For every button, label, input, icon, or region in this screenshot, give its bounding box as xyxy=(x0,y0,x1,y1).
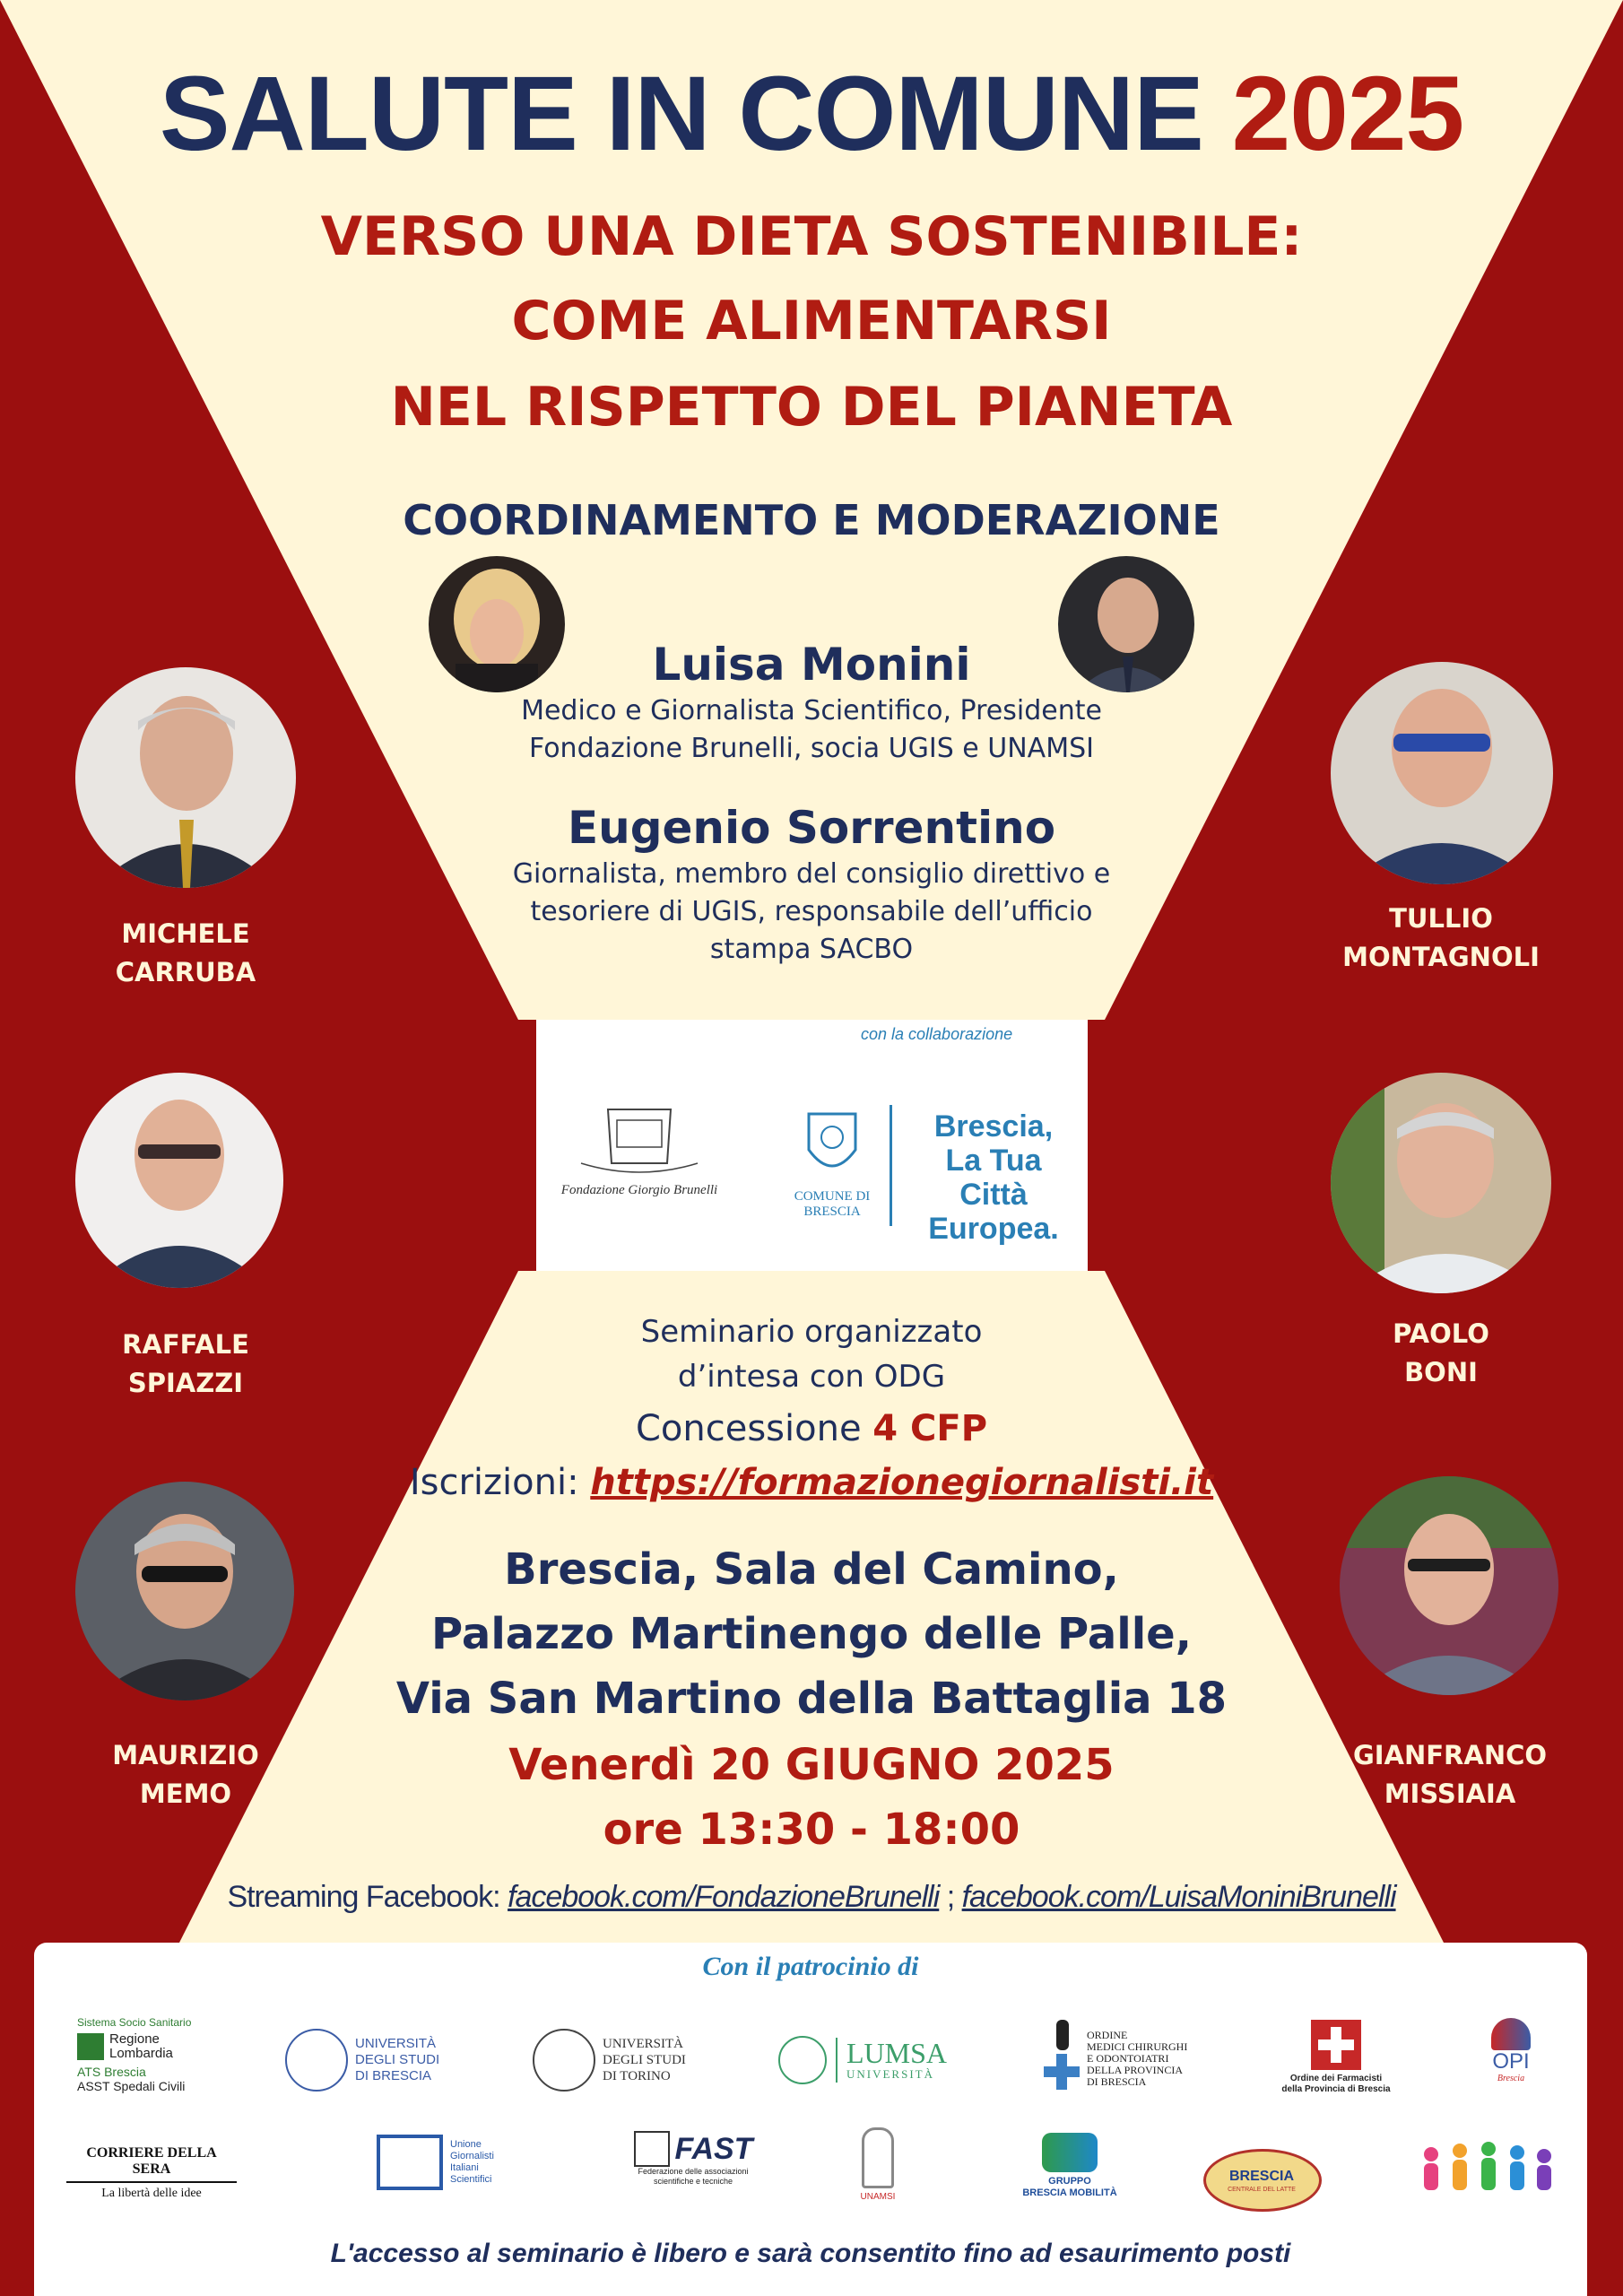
moderation-heading: COORDINAMENTO E MODERAZIONE xyxy=(403,496,1220,544)
streaming-link-1[interactable]: facebook.com/FondazioneBrunelli xyxy=(508,1880,940,1914)
mobilita-line-1: GRUPPO xyxy=(1048,2176,1091,2187)
speaker-first-name: RAFFALE xyxy=(122,1329,249,1360)
fast-line-2: Federazione delle associazioni xyxy=(638,2167,749,2176)
ugis-line-4: Scientifici xyxy=(450,2174,492,2185)
speaker-photo-montagnoli xyxy=(1331,662,1553,884)
ugis-line-2: Giornalisti xyxy=(450,2151,494,2161)
streaming-prefix: Streaming Facebook: xyxy=(227,1880,508,1914)
concession-line xyxy=(359,1404,1264,1454)
title-main: SALUTE IN COMUNE xyxy=(159,55,1203,173)
opi-flame-icon xyxy=(1491,2018,1531,2050)
mobilita-line-2: BRESCIA MOBILITÀ xyxy=(1022,2187,1117,2198)
mobilita-mark-icon xyxy=(1042,2133,1098,2172)
speaker-photo-carruba xyxy=(75,667,296,888)
subtitle-line-3: NEL RISPETTO DEL PIANETA xyxy=(390,376,1233,439)
speaker-photo-memo xyxy=(75,1482,294,1700)
speaker-last-name: MEMO xyxy=(139,1779,232,1809)
farmacisti-line-2: della Provincia di Brescia xyxy=(1281,2084,1391,2094)
unibs-line-2: DEGLI STUDI xyxy=(355,2052,440,2067)
streaming-line xyxy=(179,1876,1444,1918)
opi-name: OPI xyxy=(1492,2049,1530,2074)
lumsa-subtitle: UNIVERSITÀ xyxy=(846,2067,934,2081)
unito-line-1: UNIVERSITÀ xyxy=(603,2037,683,2051)
title-year: 2025 xyxy=(1231,55,1464,173)
lumsa-name: LUMSA xyxy=(846,2037,948,2069)
ugis-line-3: Italiani xyxy=(450,2162,479,2173)
unamsi-name: UNAMSI xyxy=(860,2192,896,2202)
lombardia-top: Sistema Socio Sanitario xyxy=(77,2016,192,2029)
latte-subtitle: CENTRALE DEL LATTE xyxy=(1228,2187,1296,2193)
centrale-latte-logo xyxy=(1203,2133,1320,2208)
subtitle-line-2: COME ALIMENTARSI xyxy=(511,290,1112,352)
unibs-seal-icon xyxy=(285,2029,348,2092)
comune-brescia-logo xyxy=(794,1105,871,1231)
speaker-last-name: SPIAZZI xyxy=(127,1368,244,1398)
omceo-brescia-logo xyxy=(1042,2018,1221,2099)
speaker-name-memo xyxy=(51,1736,320,1813)
moderator-desc-2-line-3: stampa SACBO xyxy=(709,934,914,965)
brescia-line-3: Europea. xyxy=(928,1212,1059,1246)
access-note: L'accesso al seminario è libero e sarà consentito fino ad esaurimento posti xyxy=(330,2239,1291,2268)
omceo-line-1: ORDINE xyxy=(1087,2028,1128,2041)
patronage-title: Con il patrocinio di xyxy=(702,1952,919,1981)
opi-brescia-logo xyxy=(1480,2018,1542,2083)
lumsa-logo xyxy=(778,2036,958,2084)
corriere-motto: La libertà delle idee xyxy=(101,2187,202,2200)
streaming-separator: ; xyxy=(939,1880,962,1914)
moderator-name-1: Luisa Monini xyxy=(652,639,971,691)
speaker-photo-boni xyxy=(1331,1073,1551,1293)
speaker-photo-missiaia xyxy=(1340,1476,1558,1695)
venue-line-3: Via San Martino della Battaglia 18 xyxy=(395,1674,1228,1724)
latte-name: BRESCIA xyxy=(1228,2169,1294,2184)
speaker-first-name: MICHELE xyxy=(121,918,250,949)
ugis-line-1: Unione xyxy=(450,2139,482,2150)
organized-line-1: Seminario organizzato xyxy=(640,1314,983,1350)
people-colorful-logo xyxy=(1413,2138,1562,2201)
moderator-desc-2-line-2: tesoriere di UGIS, responsabile dell’ufficio xyxy=(530,896,1093,927)
omceo-line-3: E ODONTOIATRI xyxy=(1087,2051,1169,2065)
event-time: ore 13:30 - 18:00 xyxy=(603,1805,1020,1855)
lombardia-name-1: Regione xyxy=(109,2031,160,2047)
speaker-first-name: TULLIO xyxy=(1389,903,1493,934)
unamsi-pen-icon xyxy=(862,2127,894,2188)
speaker-last-name: BONI xyxy=(1404,1357,1478,1387)
speaker-last-name: MONTAGNOLI xyxy=(1342,942,1540,972)
speaker-name-carruba xyxy=(51,915,320,992)
lumsa-seal-icon xyxy=(778,2036,827,2084)
comune-line-2: BRESCIA xyxy=(803,1205,861,1219)
speaker-last-name: CARRUBA xyxy=(115,957,256,987)
speaker-last-name: MISSIAIA xyxy=(1384,1779,1516,1809)
moderator-desc-1-line-1: Medico e Giornalista Scientifico, Presidente xyxy=(521,695,1102,726)
speaker-photo-spiazzi xyxy=(75,1073,283,1288)
unibs-line-3: DI BRESCIA xyxy=(355,2068,432,2083)
speaker-first-name: MAURIZIO xyxy=(112,1740,259,1770)
fondazione-name: Fondazione Giorgio Brunelli xyxy=(560,1183,718,1197)
ugis-logo xyxy=(377,2135,529,2190)
unibs-line-1: UNIVERSITÀ xyxy=(355,2036,437,2051)
farmacisti-logo xyxy=(1273,2020,1399,2095)
fast-logo xyxy=(626,2131,760,2187)
farmacisti-line-1: Ordine dei Farmacisti xyxy=(1289,2074,1383,2083)
speaker-name-boni xyxy=(1306,1315,1575,1392)
brescia-tua-citta-logo xyxy=(913,1109,1074,1246)
speaker-name-missiaia xyxy=(1315,1736,1584,1813)
registration-line xyxy=(359,1457,1264,1508)
speaker-name-montagnoli xyxy=(1306,900,1575,977)
moderator-name-2: Eugenio Sorrentino xyxy=(567,802,1056,854)
comune-line-1: COMUNE DI xyxy=(794,1189,871,1204)
venue-line-1: Brescia, Sala del Camino, xyxy=(504,1544,1119,1595)
fast-building-icon xyxy=(634,2131,670,2167)
organized-line-2: d’intesa con ODG xyxy=(677,1359,946,1395)
collab-label: con la collaborazione xyxy=(861,1025,1013,1043)
concession-value: 4 CFP xyxy=(872,1408,988,1449)
lombardia-asst: ASST Spedali Civili xyxy=(77,2079,186,2093)
speaker-name-spiazzi xyxy=(51,1326,320,1403)
fast-name: FAST xyxy=(674,2131,753,2166)
logo-divider xyxy=(890,1105,892,1226)
brescia-mobilita-logo xyxy=(1002,2133,1137,2199)
omceo-line-2: MEDICI CHIRURGHI xyxy=(1087,2039,1188,2053)
concession-prefix: Concessione xyxy=(635,1408,873,1449)
unito-line-2: DEGLI STUDI xyxy=(603,2053,686,2067)
opi-city: Brescia xyxy=(1497,2074,1525,2083)
speaker-first-name: GIANFRANCO xyxy=(1352,1740,1548,1770)
ugis-mark-icon xyxy=(377,2135,443,2190)
omceo-cross-icon xyxy=(1042,2018,1081,2099)
registration-prefix: Iscrizioni: xyxy=(409,1462,591,1503)
brescia-line-2: La Tua Città xyxy=(945,1144,1042,1212)
poster-title xyxy=(0,56,1623,172)
event-date: Venerdì 20 GIUGNO 2025 xyxy=(508,1740,1115,1790)
fondazione-brunelli-logo xyxy=(560,1100,718,1208)
unito-line-3: DI TORINO xyxy=(603,2069,671,2083)
streaming-link-2[interactable]: facebook.com/LuisaMoniniBrunelli xyxy=(961,1880,1396,1914)
moderator-desc-1-line-2: Fondazione Brunelli, socia UGIS e UNAMSI xyxy=(529,733,1094,764)
unibs-logo xyxy=(285,2029,464,2092)
venue-line-2: Palazzo Martinengo delle Palle, xyxy=(431,1609,1192,1659)
omceo-line-5: DI BRESCIA xyxy=(1087,2074,1147,2088)
lombardia-rose-icon xyxy=(77,2033,104,2060)
corriere-della-sera-logo xyxy=(66,2145,237,2201)
unamsi-logo xyxy=(846,2127,909,2202)
omceo-line-4: DELLA PROVINCIA xyxy=(1087,2063,1183,2076)
farmacisti-cross-icon xyxy=(1311,2020,1361,2070)
unito-logo xyxy=(533,2029,712,2092)
patronage-panel xyxy=(34,1943,1587,2296)
regione-lombardia-logo xyxy=(77,2016,230,2093)
speaker-first-name: PAOLO xyxy=(1393,1318,1489,1349)
lombardia-ats: ATS Brescia xyxy=(77,2065,146,2079)
brescia-line-1: Brescia, xyxy=(933,1109,1054,1144)
subtitle-line-1: VERSO UNA DIETA SOSTENIBILE: xyxy=(320,205,1303,268)
unito-seal-icon xyxy=(533,2029,595,2092)
registration-link[interactable]: https://formazionegiornalisti.it xyxy=(590,1462,1214,1503)
corriere-name: CORRIERE DELLA SERA xyxy=(86,2145,217,2177)
lombardia-name-2: Lombardia xyxy=(109,2046,173,2061)
organizer-logo-panel xyxy=(536,1020,1088,1271)
fast-line-3: scientifiche e tecniche xyxy=(653,2177,733,2186)
moderator-desc-2-line-1: Giornalista, membro del consiglio direttivo e xyxy=(512,858,1111,890)
